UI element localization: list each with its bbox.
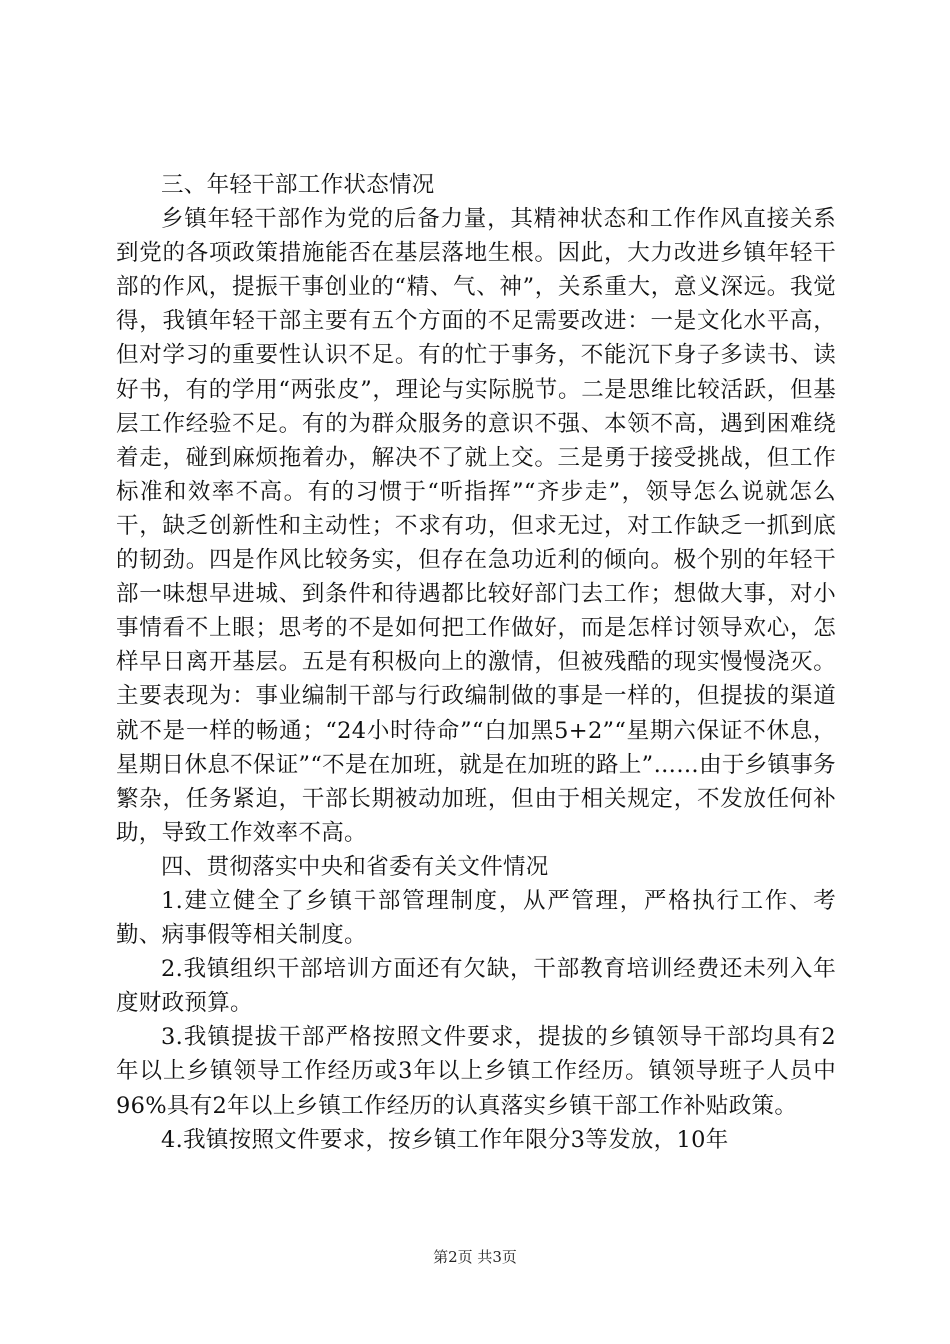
document-body [116, 168, 836, 1157]
page-footer: 第2页 共3页 [433, 1248, 517, 1266]
list-item-2: 2.我镇组织干部培训方面还有欠缺，干部教育培训经费还未列入年度财政预算。 [116, 956, 836, 1017]
list-item-1: 1.建立健全了乡镇干部管理制度，从严管理，严格执行工作、考勤、病事假等相关制度。 [116, 887, 836, 949]
list-item-3: 3.我镇提拔干部严格按照文件要求，提拔的乡镇领导干部均具有2年以上乡镇领导工作经历或3年以上乡镇工作经历。镇领导班子人员中96%具有2年以上乡镇工作经历的认真落实乡镇干部工作补贴政策。 [116, 1024, 836, 1119]
section-heading-4: 四、贯彻落实中央和省委有关文件情况 [161, 853, 549, 880]
section-heading-3: 三、年轻干部工作状态情况 [161, 172, 435, 198]
list-item-4: 4.我镇按照文件要求，按乡镇工作年限分3等发放，10年 [161, 1126, 729, 1153]
paragraph-young-cadres: 乡镇年轻干部作为党的后备力量，其精神状态和工作作风直接关系到党的各项政策措施能否在基层落地生根。因此，大力改进乡镇年轻干部的作风，提振干事创业的“精、气、神”，关系重大，意义深远。我觉得，我镇年轻干部主要有五个方面的不足需要改进：一是文化水平高，但对学习的重要性认识不足。有的忙于事务，不能沉下身子多读书、读好书，有的学用“两张皮”，理论与实际脱节。二是思维比较活跃，但基层工作经验不足。有的为群众服务的意识不强、本领不高，遇到困难绕着走，碰到麻烦拖着办，解决不了就上交。三是勇于接受挑战，但工作标准和效率不高。有的习惯于“听指挥”“齐步走”，领导怎么说就怎么干，缺乏创新性和主动性；不求有功，但求无过，对工作缺乏一抓到底的韧劲。四是作风比较务实，但存在急功近利的倾向。极个别的年轻干部一味想早进城、到条件和待遇都比较好部门去工作；想做大事，对小事情看不上眼；思考的不是如何把工作做好，而是怎样讨领导欢心，怎样早日离开基层。五是有积极向上的激情，但被残酷的现实慢慢浇灭。主要表现为：事业编制干部与行政编制做的事是一样的，但提拔的渠道就不是一样的畅通；“24小时待命”“白加黑5+2”“星期六保证不休息，星期日休息不保证”“不是在加班，就是在加班的路上”……由于乡镇事务繁杂，任务紧迫，干部长期被动加班，但由于相关规定，不发放任何补助，导致工作效率不高。 [116, 206, 836, 846]
